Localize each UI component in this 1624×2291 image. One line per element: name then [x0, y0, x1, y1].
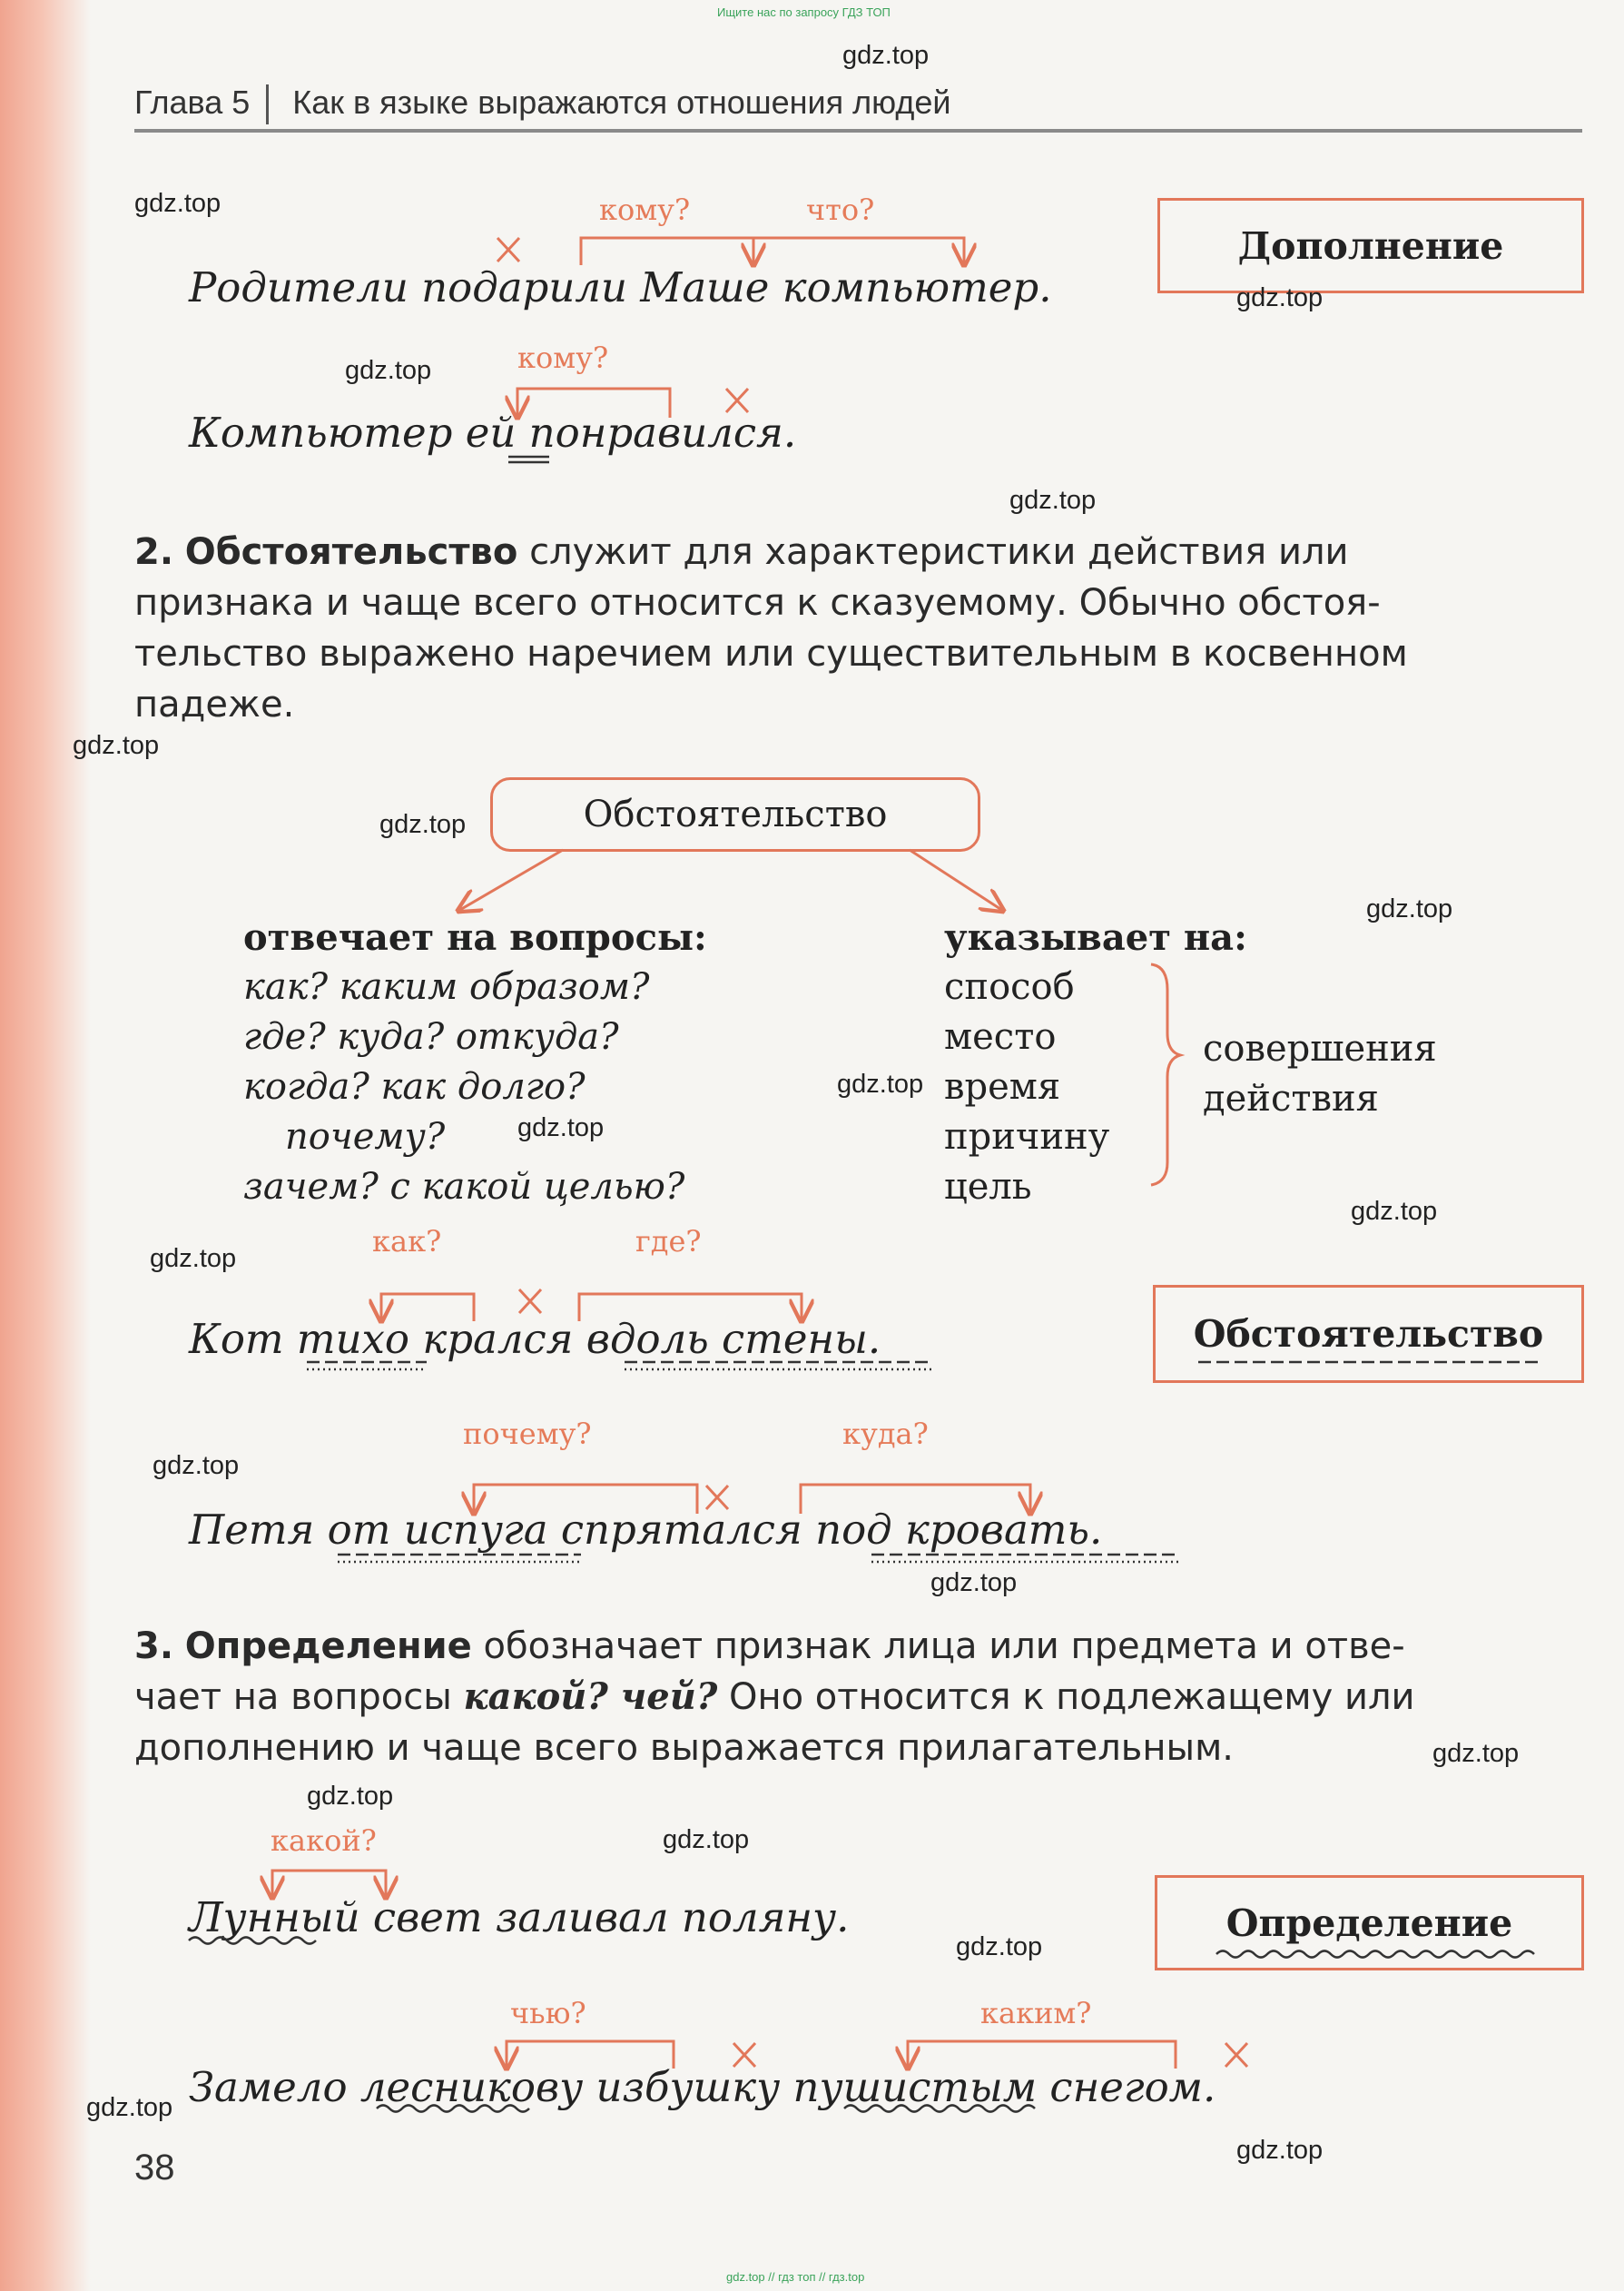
meaning-header: указывает на:	[944, 916, 1247, 959]
question-label: что?	[806, 193, 875, 227]
question-item: где? куда? откуда?	[243, 1016, 619, 1058]
question-label: чью?	[510, 1996, 586, 2030]
scheme-title-pill	[490, 777, 980, 852]
question-label: где?	[635, 1224, 702, 1259]
term-obstoyatelstvo: Обстоятельство	[184, 531, 518, 573]
paragraph-obstoyatelstvo: 2. Обстоятельство служит для характеристики действия или признака и чаще всего относится к сказуемому. Обычно обстоя- тельство выражено наречием или существительным в косвенном падеже.	[134, 531, 1408, 726]
bottom-banner: gdz.top // гдз топ // гдз.top	[726, 2270, 865, 2284]
question-item: когда? как долго?	[243, 1066, 586, 1108]
chapter-header	[134, 84, 951, 124]
chapter-label: Глава 5	[134, 84, 251, 121]
example-sentence-5: Лунный свет заливал поляну.	[189, 1893, 850, 1941]
term-box-label: Определение	[1225, 1901, 1513, 1945]
question-item: зачем? с какой целью?	[243, 1166, 685, 1208]
term-box-obstoyatelstvo	[1153, 1285, 1584, 1383]
question-item: почему?	[285, 1116, 446, 1158]
term-box-opredelenie	[1155, 1875, 1584, 1970]
meaning-item: способ	[944, 966, 1075, 1008]
question-label: какой?	[271, 1823, 377, 1858]
page-number: 38	[134, 2148, 175, 2187]
cross-mark	[519, 1289, 541, 1313]
watermark: gdz.top	[134, 189, 221, 218]
underline-double	[508, 457, 549, 462]
header-divider	[266, 84, 269, 124]
watermark: gdz.top	[1432, 1739, 1520, 1768]
question-label: кому?	[599, 193, 691, 227]
cross-mark	[1225, 2043, 1247, 2067]
watermark: gdz.top	[73, 731, 160, 760]
question-label: как?	[372, 1224, 442, 1259]
watermark: gdz.top	[379, 810, 467, 839]
meaning-item: причину	[944, 1116, 1110, 1158]
scheme-arrow-left	[458, 850, 563, 911]
scheme-title: Обстоятельство	[583, 794, 888, 835]
question-item: как? каким образом?	[243, 966, 650, 1008]
watermark: gdz.top	[1351, 1197, 1438, 1226]
chapter-title: Как в языке выражаются отношения людей	[292, 84, 951, 121]
page-margin-strip	[0, 0, 91, 2291]
watermark: gdz.top	[86, 2093, 173, 2122]
watermark: gdz.top	[1236, 283, 1324, 312]
watermark: gdz.top	[153, 1451, 240, 1480]
scheme-questions-column	[243, 913, 707, 1212]
watermark: gdz.top	[150, 1244, 237, 1273]
scheme-summary: совершения действия	[1203, 1028, 1437, 1120]
paragraph-opredelenie: 3. Определение обозначает признак лица или предмета и отве- чает на вопросы какой? чей? Оно относится к подлежащему или дополнению и чаще всего выражается прилагательным.	[134, 1625, 1415, 1769]
watermark: gdz.top	[307, 1782, 394, 1811]
meaning-item: цель	[944, 1166, 1032, 1208]
watermark: gdz.top	[956, 1932, 1043, 1961]
bracket-arrow-line	[581, 238, 964, 265]
watermark: gdz.top	[930, 1568, 1018, 1597]
example-sentence-4: Петя от испуга спрятался под кровать.	[189, 1506, 1103, 1554]
question-label: куда?	[842, 1417, 929, 1451]
question-label: кому?	[517, 341, 609, 375]
watermark: gdz.top	[517, 1113, 605, 1142]
header-rule	[134, 129, 1582, 133]
term-opredelenie: Определение	[184, 1625, 472, 1667]
meaning-item: время	[944, 1066, 1061, 1108]
example-sentence-2: Компьютер ей понравился.	[189, 409, 797, 457]
watermark: gdz.top	[842, 41, 930, 70]
example-sentence-3: Кот тихо крался вдоль стены.	[189, 1315, 881, 1363]
question-label: почему?	[463, 1417, 592, 1451]
term-box-dopolnenie	[1157, 198, 1584, 293]
example-sentence-6: Замело лесникову избушку пушистым снегом.	[189, 2063, 1216, 2111]
watermark: gdz.top	[663, 1825, 750, 1854]
watermark: gdz.top	[837, 1070, 924, 1099]
watermark: gdz.top	[345, 356, 432, 385]
term-box-label: Обстоятельство	[1193, 1312, 1544, 1356]
watermark: gdz.top	[1236, 2136, 1324, 2165]
scheme-meaning-column	[944, 913, 1247, 1212]
meaning-item: место	[944, 1016, 1057, 1058]
watermark: gdz.top	[1009, 486, 1097, 515]
question-label: каким?	[980, 1996, 1092, 2030]
term-box-label: Дополнение	[1237, 223, 1504, 268]
watermark: gdz.top	[1366, 894, 1453, 923]
scheme-arrow-right	[910, 850, 1003, 911]
questions-header: отвечает на вопросы:	[243, 916, 707, 959]
cross-mark	[497, 238, 519, 262]
example-sentence-1: Родители подарили Маше компьютер.	[189, 263, 1052, 311]
top-banner: Ищите нас по запросу ГДЗ ТОП	[717, 5, 891, 19]
